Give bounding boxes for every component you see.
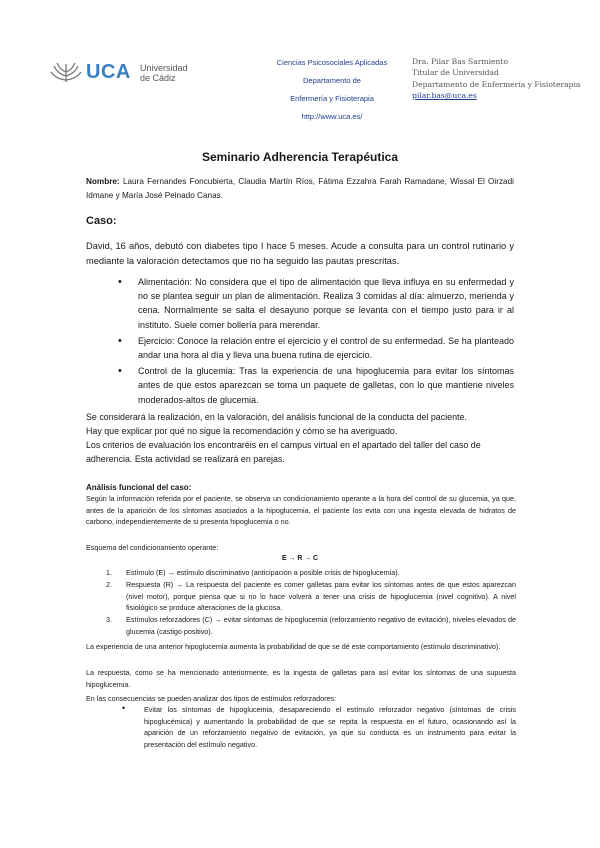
scheme-label: Esquema del condicionamiento operante: xyxy=(86,543,219,552)
item-number: 1. xyxy=(106,568,112,577)
consequence-bullets xyxy=(118,704,516,750)
analysis-paragraph: La respuesta, como se ha mencionado anteriormente, es la ingesta de galletas para así evitar los síntomas de una supuesta hipoglucemia. xyxy=(86,668,516,689)
department-label: Departamento de xyxy=(303,76,361,85)
case-heading: Caso: xyxy=(86,215,117,227)
instruction-line: Hay que explicar por qué no sigue la recomendación y cómo se ha averiguado. xyxy=(86,425,398,436)
laurel-icon xyxy=(48,60,84,84)
professor-department: Departamento de Enfermería y Fisioterapia xyxy=(412,79,581,89)
list-item: • Control de la glucemia: Tras la experiencia de una hipoglucemia para evitar los síntomas antes de que estos aparezcan se toma un paquete de galletas, con lo que mantiene niveles moderados-altos de glucemia. xyxy=(118,364,514,407)
item-text: Estímulos reforzadores (C) → evitar síntomas de hipoglucemia (reforzamiento negativo de evitación), niveles elevados de glucemia (castigo positivo). xyxy=(126,615,516,636)
list-item xyxy=(106,567,516,579)
instruction-line: Los criterios de evaluación los encontraréis en el campus virtual en el apartado del taller del caso de adherencia. Esta actividad se realizará en parejas. xyxy=(86,439,481,464)
website-link[interactable]: http://www.uca.es/ xyxy=(301,112,363,121)
list-item xyxy=(106,614,516,637)
logo-subtitle-1: Universidad xyxy=(140,63,188,73)
authors-names: Laura Fernandes Foncubierta, Claudia Martín Ríos, Fátima Ezzahra Farah Ramadane, Wissal El Oirzadi Idmane y María José Peinado Canas. xyxy=(86,177,514,200)
list-item: • Ejercicio: Conoce la relación entre el ejercicio y el control de su enfermedad. Se ha planteado andar una hora al día y lleva una buena rutina de ejercicio. xyxy=(118,334,514,362)
scheme-list xyxy=(106,567,516,638)
logo-text: UCA xyxy=(86,61,131,83)
scheme-formula: E → R → C xyxy=(282,555,318,562)
authors xyxy=(86,175,514,203)
analysis-paragraph: Según la información referida por el paciente, se observa un condicionamiento operante a la hora del control de su glucemia, ya que, antes de la aparición de los síntomas asociados a la hipoglucemia, el paciente los evita con una ingesta elevada de hidratos de carbono, independientemente de si presenta hipoglucemia o no. xyxy=(86,494,516,526)
area-name: Ciencias Psicosociales Aplicadas xyxy=(276,58,388,67)
item-number: 2. xyxy=(106,580,112,589)
document-title: Seminario Adherencia Terapéutica xyxy=(201,150,399,164)
email-link[interactable]: pilar.bas@uca.es xyxy=(412,90,477,100)
professor-name: Dra. Pilar Bas Sarmiento xyxy=(412,57,509,66)
instructions xyxy=(86,411,516,467)
case-bullets xyxy=(118,275,514,409)
list-item: • Alimentación: No considera que el tipo de alimentación que lleva influya en su enfermedad y no se plantea seguir un plan de alimentación. Realiza 3 comidas al día: almuerzo, merienda y cena. Normalmente se salta el desayuno porque se levanta con el tiempo justo para ir al instituto. Suele comer bollería para merendar. xyxy=(118,275,514,332)
item-text: Estímulo (E) → estímulo discriminativo (anticipación a posible crisis de hipoglucemia). xyxy=(126,568,400,577)
department-links xyxy=(262,54,402,126)
list-item xyxy=(106,579,516,614)
instruction-line: Se considerará la realización, en la valoración, del análisis funcional de la conducta del paciente. xyxy=(86,412,467,422)
authors-label: Nombre: xyxy=(86,177,120,186)
logo-subtitle-2: de Cádiz xyxy=(140,73,176,83)
analysis-paragraph: En las consecuencias se pueden analizar dos tipos de estímulos reforzadores: xyxy=(86,694,337,703)
analysis-paragraph: La experiencia de una anterior hipoglucemia aumenta la probabilidad de que se dé este comportamiento (estímulo discriminativo). xyxy=(86,642,501,651)
professor-title: Titular de Universidad xyxy=(412,68,499,78)
analysis-heading: Análisis funcional del caso: xyxy=(86,483,192,492)
department-name: Enfermería y Fisioterapia xyxy=(290,94,374,103)
case-intro: David, 16 años, debutó con diabetes tipo I hace 5 meses. Acude a consulta para un control rutinario y mediante la valoración detectamos que no ha seguido las pautas prescritas. xyxy=(86,241,514,266)
author-info xyxy=(412,56,580,101)
item-number: 3. xyxy=(106,615,112,624)
list-item: • Evitar los síntomas de hipoglucemia, desapareciendo el estímulo reforzador negativo (síntomas de crisis hipoglucémica) y aumentando la probabilidad de que se repita la respuesta en el futuro, ocasionando así la aparición de un reforzamiento negativo de evitación, ya que su conducta es un instrumento para evitar la presentación del estímulo negativo. xyxy=(118,704,516,750)
uca-logo xyxy=(48,60,198,86)
item-text: Respuesta (R) → La respuesta del paciente es comer galletas para evitar los síntomas antes de que estos aparezcan (nivel motor), porque piensa que si no lo hace volverá a tener una crisis de hipoglucemia (nivel cognitivo). A nivel fisiológico se produce alteraciones de la glucosa. xyxy=(126,580,516,612)
